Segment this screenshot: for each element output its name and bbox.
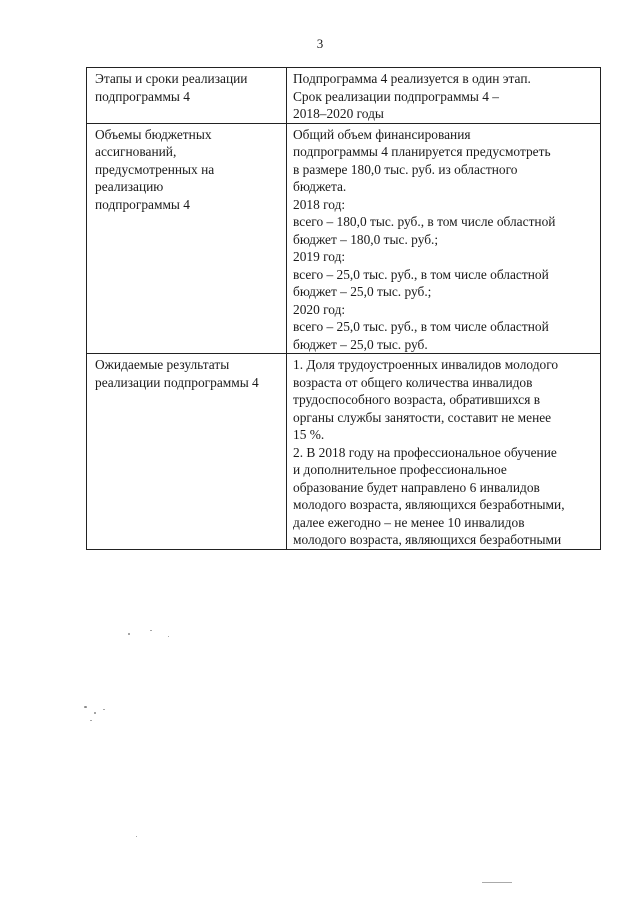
table-row bbox=[87, 68, 601, 124]
parameter-line: ассигнований, bbox=[95, 144, 177, 159]
value-cell bbox=[287, 123, 601, 354]
value-line: бюджет – 25,0 тыс. руб. bbox=[293, 336, 428, 352]
value-line: Срок реализации подпрограммы 4 – bbox=[293, 88, 499, 104]
page-number: 3 bbox=[316, 36, 324, 51]
table-row bbox=[87, 123, 601, 354]
parameter-line: подпрограммы 4 bbox=[95, 88, 190, 104]
value-line: подпрограммы 4 планируется предусмотреть bbox=[293, 144, 551, 159]
parameter-cell bbox=[87, 123, 287, 354]
passport-table bbox=[86, 67, 601, 550]
parameter-cell bbox=[87, 354, 287, 550]
value-line: 15 %. bbox=[293, 427, 325, 442]
value-line: трудоспособного возраста, обратившихся в bbox=[293, 392, 541, 407]
value-line: 2018–2020 годы bbox=[293, 106, 384, 121]
scan-speck bbox=[136, 836, 137, 837]
scan-speck bbox=[103, 709, 105, 710]
value-line: всего – 180,0 тыс. руб., в том числе областной bbox=[293, 214, 556, 229]
parameter-line: Этапы и сроки реализации bbox=[95, 71, 248, 86]
scan-speck bbox=[90, 720, 92, 721]
value-cell bbox=[287, 68, 601, 124]
parameter-cell bbox=[87, 68, 287, 124]
parameter-line: предусмотренных на bbox=[95, 161, 215, 177]
value-line: 1. Доля трудоустроенных инвалидов молодого bbox=[293, 357, 559, 372]
value-line: молодого возраста, являющихся безработными bbox=[293, 532, 562, 547]
scan-speck bbox=[94, 712, 96, 714]
scan-speck bbox=[168, 636, 169, 637]
value-line: бюджет – 180,0 тыс. руб.; bbox=[293, 231, 439, 247]
parameter-line: подпрограммы 4 bbox=[95, 196, 190, 212]
value-line: всего – 25,0 тыс. руб., в том числе областной bbox=[293, 266, 549, 282]
value-line: 2019 год: bbox=[293, 249, 346, 264]
value-line: в размере 180,0 тыс. руб. из областного bbox=[293, 161, 518, 177]
value-line: бюджет – 25,0 тыс. руб.; bbox=[293, 284, 432, 299]
scan-speck bbox=[128, 633, 130, 635]
value-line: 2. В 2018 году на профессиональное обучение bbox=[293, 444, 557, 460]
value-line: органы службы занятости, составит не менее bbox=[293, 409, 552, 425]
value-line: 2018 год: bbox=[293, 196, 346, 212]
value-line: 2020 год: bbox=[293, 301, 346, 317]
value-line: и дополнительное профессиональное bbox=[293, 462, 507, 477]
value-line: Общий объем финансирования bbox=[293, 126, 471, 142]
table-row bbox=[87, 354, 601, 550]
parameter-line: реализацию bbox=[95, 179, 164, 194]
value-cell bbox=[287, 354, 601, 550]
value-line: образование будет направлено 6 инвалидов bbox=[293, 479, 540, 495]
value-line: всего – 25,0 тыс. руб., в том числе областной bbox=[293, 319, 549, 334]
parameter-line: Ожидаемые результаты bbox=[95, 357, 230, 372]
scan-speck bbox=[150, 630, 152, 631]
value-line: Подпрограмма 4 реализуется в один этап. bbox=[293, 71, 531, 86]
parameter-line: Объемы бюджетных bbox=[95, 126, 212, 142]
parameter-line: реализации подпрограммы 4 bbox=[95, 374, 259, 390]
value-line: возраста от общего количества инвалидов bbox=[293, 374, 533, 390]
value-line: бюджета. bbox=[293, 179, 347, 194]
value-line: далее ежегодно – не менее 10 инвалидов bbox=[293, 514, 525, 530]
value-line: молодого возраста, являющихся безработными, bbox=[293, 497, 565, 512]
scan-speck bbox=[84, 706, 87, 708]
scan-speck bbox=[482, 882, 512, 883]
